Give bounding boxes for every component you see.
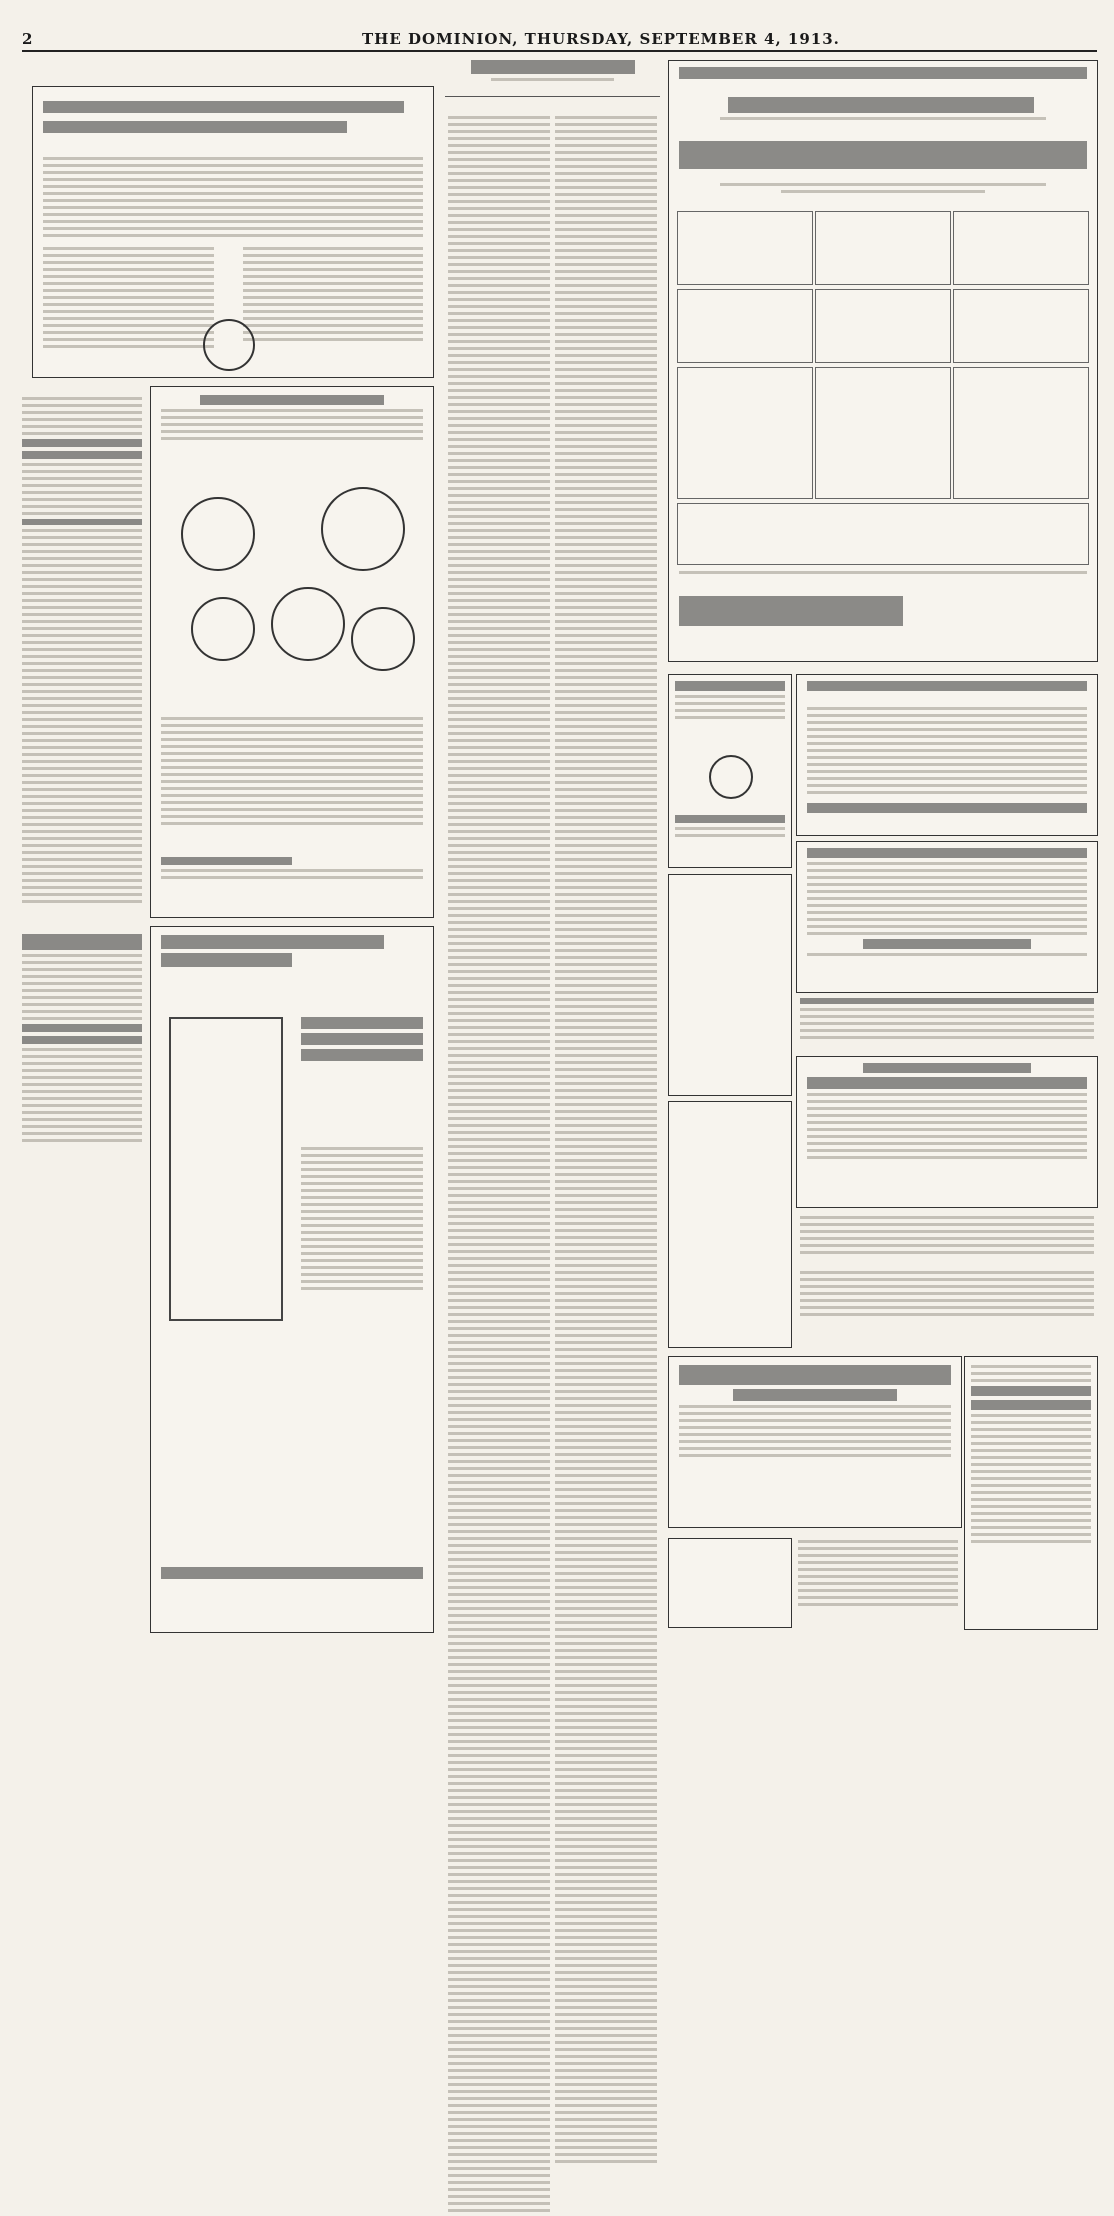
mathewson-advert xyxy=(796,674,1098,836)
page-number: 2 xyxy=(22,30,33,48)
masthead xyxy=(22,28,1097,52)
fielder-advert xyxy=(796,1056,1098,1208)
night-gowns-advert xyxy=(800,998,1094,1043)
article-text-left xyxy=(448,116,550,2216)
starch-advert xyxy=(668,874,792,1096)
chutney-advert xyxy=(22,391,142,921)
article-text-right xyxy=(555,116,657,2167)
lavish-ladies-advert xyxy=(798,1540,958,1610)
middle-column xyxy=(440,56,665,1628)
symingtons-advert xyxy=(668,1356,962,1528)
pringles-advert xyxy=(150,386,434,918)
paul-dietrich-advert xyxy=(668,1538,792,1628)
hotpoint-advert xyxy=(964,1356,1098,1630)
methven-advert xyxy=(150,926,434,1633)
frost-dental-advert xyxy=(668,674,792,868)
dic-logo xyxy=(203,319,255,371)
masthead-title: THE DOMINION, THURSDAY, SEPTEMBER 4, 1913. xyxy=(362,30,840,48)
dic-advert xyxy=(32,86,434,378)
nelson-moate-advert xyxy=(668,1101,792,1348)
microbin-advert xyxy=(800,1271,1094,1320)
left-column xyxy=(22,56,442,1628)
rolleston-advert xyxy=(796,841,1098,993)
veitch-allan-sale-advert xyxy=(668,60,1098,662)
right-column xyxy=(668,56,1098,1628)
exmazol-advert xyxy=(22,926,142,1631)
royd-garlick-advert xyxy=(800,1216,1094,1258)
